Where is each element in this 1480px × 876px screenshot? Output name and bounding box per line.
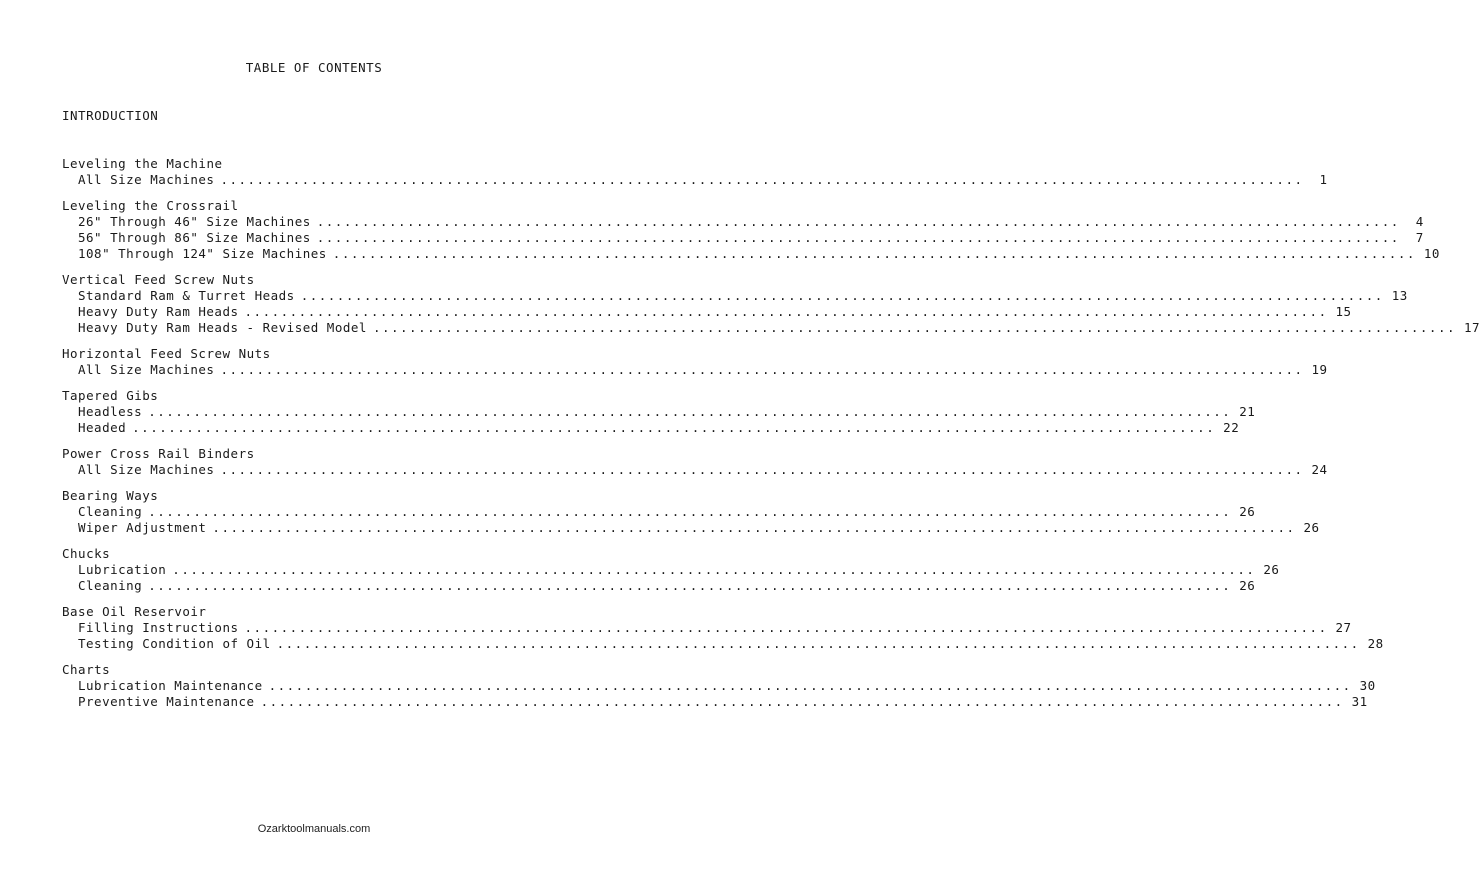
toc-entry	[62, 404, 1256, 420]
section-heading: Horizontal Feed Screw Nuts	[62, 346, 271, 361]
entry-page-number: 1	[1319, 172, 1328, 187]
entry-label: All Size Machines	[78, 172, 215, 187]
entry-label: Testing Condition of Oil	[78, 636, 271, 651]
toc-entry	[62, 420, 1240, 436]
entry-label: Standard Ram & Turret Heads	[78, 288, 295, 303]
entry-label: Headed	[78, 420, 127, 435]
toc-entry	[62, 320, 1480, 336]
entry-label: 56" Through 86" Size Machines	[78, 230, 311, 245]
entry-page-number: 15	[1335, 304, 1352, 319]
section-heading: Power Cross Rail Binders	[62, 446, 255, 461]
toc-section	[62, 662, 1376, 710]
entry-label: Cleaning	[78, 504, 143, 519]
toc-section	[62, 198, 1440, 262]
dot-leader: ........................................................................................................................	[172, 562, 1256, 577]
toc-entry	[62, 562, 1280, 578]
dot-leader: ........................................................................................................................	[220, 462, 1304, 477]
section-heading: Leveling the Machine	[62, 156, 223, 171]
section-heading: Vertical Feed Screw Nuts	[62, 272, 255, 287]
dot-leader: ........................................................................................................................	[316, 214, 1400, 229]
toc-entry	[62, 288, 1408, 304]
section-heading: Tapered Gibs	[62, 388, 159, 403]
dot-leader: ........................................................................................................................	[260, 694, 1344, 709]
dot-leader: ........................................................................................................................	[148, 578, 1232, 593]
entry-page-number: 17	[1463, 320, 1480, 335]
toc-section	[62, 156, 1328, 188]
entry-label: 108" Through 124" Size Machines	[78, 246, 327, 261]
entry-label: 26" Through 46" Size Machines	[78, 214, 311, 229]
entry-page-number: 31	[1351, 694, 1368, 709]
footer-website: Ozarktoolmanuals.com	[257, 823, 371, 835]
toc-section	[62, 388, 1256, 436]
toc-section	[62, 488, 1320, 536]
introduction-heading: INTRODUCTION	[62, 108, 159, 123]
entry-page-number: 21	[1239, 404, 1256, 419]
toc-section	[62, 446, 1328, 478]
dot-leader: ........................................................................................................................	[300, 288, 1384, 303]
dot-leader: ........................................................................................................................	[148, 404, 1232, 419]
entry-page-number: 4	[1415, 214, 1424, 229]
toc-section	[62, 546, 1280, 594]
toc-entry	[62, 230, 1424, 246]
entry-page-number: 30	[1359, 678, 1376, 693]
toc-entry	[62, 620, 1352, 636]
entry-label: Filling Instructions	[78, 620, 239, 635]
dot-leader: ........................................................................................................................	[148, 504, 1232, 519]
dot-leader: ........................................................................................................................	[276, 636, 1360, 651]
entry-page-number: 26	[1239, 578, 1256, 593]
entry-page-number: 24	[1311, 462, 1328, 477]
entry-label: Preventive Maintenance	[78, 694, 255, 709]
entry-label: Heavy Duty Ram Heads - Revised Model	[78, 320, 367, 335]
entry-label: Lubrication Maintenance	[78, 678, 263, 693]
entry-page-number: 22	[1223, 420, 1240, 435]
page-title: TABLE OF CONTENTS	[245, 60, 383, 75]
entry-label: Headless	[78, 404, 143, 419]
entry-label: Heavy Duty Ram Heads	[78, 304, 239, 319]
dot-leader: ........................................................................................................................	[220, 172, 1304, 187]
entry-page-number: 26	[1263, 562, 1280, 577]
entry-page-number: 26	[1303, 520, 1320, 535]
toc-entry	[62, 304, 1352, 320]
toc-entry	[62, 214, 1424, 230]
dot-leader: ........................................................................................................................	[132, 420, 1216, 435]
section-heading: Bearing Ways	[62, 488, 159, 503]
toc-entry	[62, 636, 1384, 652]
dot-leader: ........................................................................................................................	[372, 320, 1457, 335]
entry-page-number: 7	[1415, 230, 1424, 245]
entry-label: All Size Machines	[78, 362, 215, 377]
entry-page-number: 10	[1423, 246, 1440, 261]
dot-leader: ........................................................................................................................	[244, 620, 1328, 635]
toc-entry	[62, 172, 1328, 188]
dot-leader: ........................................................................................................................	[332, 246, 1416, 261]
toc-entry	[62, 246, 1440, 262]
entry-label: Wiper Adjustment	[78, 520, 207, 535]
toc-section	[62, 346, 1328, 378]
toc-entry	[62, 362, 1328, 378]
entry-page-number: 26	[1239, 504, 1256, 519]
dot-leader: ........................................................................................................................	[220, 362, 1304, 377]
toc-section	[62, 272, 1480, 336]
dot-leader: ........................................................................................................................	[212, 520, 1296, 535]
section-heading: Leveling the Crossrail	[62, 198, 239, 213]
dot-leader: ........................................................................................................................	[316, 230, 1400, 245]
entry-page-number: 27	[1335, 620, 1352, 635]
entry-page-number: 28	[1367, 636, 1384, 651]
section-heading: Base Oil Reservoir	[62, 604, 207, 619]
toc-section	[62, 604, 1384, 652]
entry-label: Lubrication	[78, 562, 167, 577]
toc-entry	[62, 694, 1368, 710]
section-heading: Chucks	[62, 546, 111, 561]
entry-page-number: 13	[1391, 288, 1408, 303]
toc-sections	[62, 156, 1480, 720]
toc-entry	[62, 462, 1328, 478]
toc-entry	[62, 678, 1376, 694]
toc-entry	[62, 504, 1256, 520]
toc-entry	[62, 520, 1320, 536]
section-heading: Charts	[62, 662, 111, 677]
entry-label: Cleaning	[78, 578, 143, 593]
dot-leader: ........................................................................................................................	[244, 304, 1328, 319]
entry-page-number: 19	[1311, 362, 1328, 377]
dot-leader: ........................................................................................................................	[268, 678, 1352, 693]
entry-label: All Size Machines	[78, 462, 215, 477]
toc-entry	[62, 578, 1256, 594]
